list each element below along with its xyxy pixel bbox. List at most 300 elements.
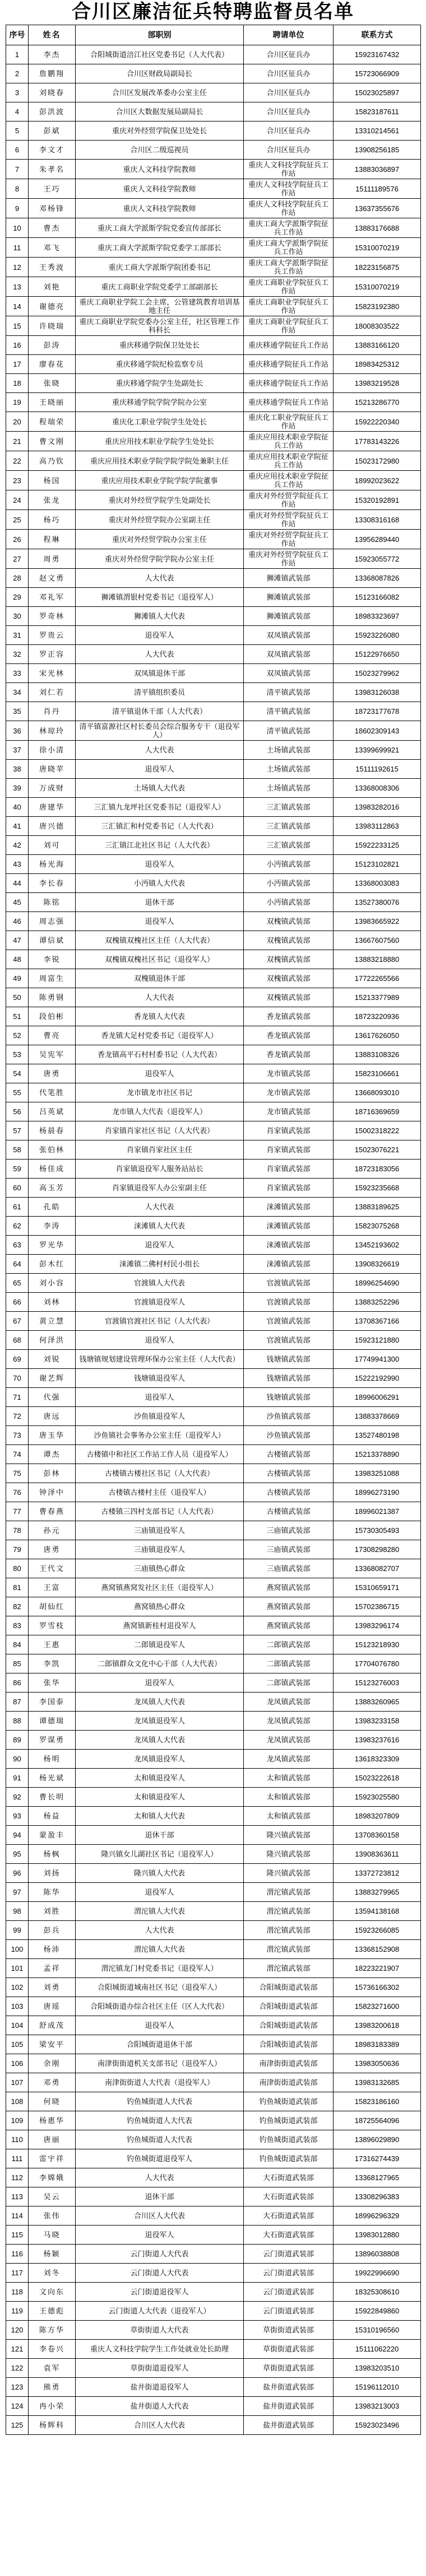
cell-no: 85: [6, 1654, 29, 1673]
cell-unit: 三汇镇武装部: [244, 836, 334, 855]
cell-no: 82: [6, 1597, 29, 1616]
cell-name: 张伯林: [29, 1140, 76, 1160]
cell-job: 清平镇富源社区村长委员会综合服务专干（退役军人）: [76, 721, 244, 741]
cell-job: 合阳城街道涪江社区党委书记（人大代表）: [76, 45, 244, 64]
cell-no: 93: [6, 1807, 29, 1826]
cell-unit: 重庆移通学院征兵工作站: [244, 355, 334, 374]
table-row: [6, 588, 421, 607]
cell-phone: 13368127965: [334, 2168, 421, 2187]
table-row: [6, 336, 421, 355]
cell-job: 重庆应用技术职业学院学生处处长: [76, 432, 244, 451]
cell-name: 文向东: [29, 2283, 76, 2302]
cell-name: 杨辉科: [29, 2416, 76, 2435]
cell-job: 狮滩镇人大代表: [76, 607, 244, 626]
cell-name: 程琳: [29, 530, 76, 549]
cell-no: 66: [6, 1293, 29, 1312]
table-row: [6, 83, 421, 102]
cell-job: 肖家镇肖家社区主任: [76, 1140, 244, 1160]
cell-no: 68: [6, 1331, 29, 1350]
cell-phone: 13983200618: [334, 2016, 421, 2035]
table-row: [6, 2111, 421, 2130]
cell-job: 重庆移通学院纪检监察专员: [76, 355, 244, 374]
cell-job: 重庆工商大学派斯学院党委宣传部部长: [76, 218, 244, 238]
cell-job: 龙凤镇人大代表: [76, 1693, 244, 1712]
cell-name: 周富生: [29, 969, 76, 988]
cell-phone: 15023076221: [334, 1140, 421, 1160]
cell-name: 杨沛: [29, 1940, 76, 1959]
table-row: [6, 2226, 421, 2245]
cell-no: 115: [6, 2226, 29, 2245]
cell-unit: 南津街街道武装部: [244, 2054, 334, 2073]
cell-unit: 二郎镇武装部: [244, 1635, 334, 1654]
cell-job: 人大代表: [76, 1198, 244, 1217]
cell-job: 双槐镇双槐社区书记（退役军人）: [76, 950, 244, 969]
cell-phone: 15823192380: [334, 297, 421, 316]
table-row: [6, 1483, 421, 1502]
cell-job: 三庙镇退役军人: [76, 1540, 244, 1559]
cell-no: 123: [6, 2378, 29, 2397]
cell-name: 曹文刚: [29, 432, 76, 451]
table-row: [6, 2130, 421, 2149]
cell-no: 108: [6, 2092, 29, 2111]
cell-job: 人大代表: [76, 741, 244, 760]
cell-phone: 15111192615: [334, 760, 421, 779]
table-row: [6, 1026, 421, 1045]
cell-name: 彭木红: [29, 1255, 76, 1274]
cell-name: 熊勇: [29, 2378, 76, 2397]
cell-unit: 古楼镇武装部: [244, 1445, 334, 1464]
cell-name: 杨颖: [29, 2245, 76, 2264]
cell-name: 张龙: [29, 490, 76, 510]
cell-job: 肖家镇退役军人服务站站长: [76, 1160, 244, 1179]
cell-no: 104: [6, 2016, 29, 2035]
cell-phone: 13372723812: [334, 1864, 421, 1883]
cell-phone: 19922996690: [334, 2264, 421, 2283]
cell-job: 官渡镇官渡社区书记（人大代表）: [76, 1312, 244, 1331]
cell-phone: 18325308610: [334, 2283, 421, 2302]
cell-unit: 香龙镇武装部: [244, 1007, 334, 1026]
cell-job: 官渡镇退役军人: [76, 1293, 244, 1312]
cell-unit: 草街街道武装部: [244, 2340, 334, 2359]
cell-name: 冉小荣: [29, 2397, 76, 2416]
cell-phone: 15730305493: [334, 1521, 421, 1540]
table-row: [6, 510, 421, 530]
cell-unit: 隆兴镇武装部: [244, 1826, 334, 1845]
cell-no: 58: [6, 1140, 29, 1160]
table-row: [6, 2321, 421, 2340]
cell-phone: 15823075268: [334, 1217, 421, 1236]
cell-job: 草街街道人大代表: [76, 2321, 244, 2340]
table-row: [6, 1502, 421, 1521]
cell-job: 肖家镇肖家社区书记（人大代表）: [76, 1121, 244, 1140]
cell-phone: 15923167432: [334, 45, 421, 64]
cell-unit: 三庙镇武装部: [244, 1540, 334, 1559]
cell-no: 18: [6, 374, 29, 393]
cell-unit: 盐井街道武装部: [244, 2397, 334, 2416]
table-row: [6, 2035, 421, 2054]
cell-job: 南津街街道人大代表（退役军人）: [76, 2073, 244, 2092]
cell-phone: 13594138168: [334, 1902, 421, 1921]
cell-job: 清平镇退休干部（人大代表）: [76, 702, 244, 721]
cell-no: 13: [6, 277, 29, 297]
cell-job: 云门街道退役军人: [76, 2283, 244, 2302]
cell-name: 雷宇祥: [29, 2149, 76, 2168]
cell-name: 彭林: [29, 1464, 76, 1483]
cell-unit: 钓鱼城街道武装部: [244, 2149, 334, 2168]
cell-unit: 沙鱼镇武装部: [244, 1407, 334, 1426]
cell-job: 重庆对外经贸学院学生处副处长: [76, 490, 244, 510]
cell-no: 86: [6, 1673, 29, 1693]
cell-unit: 重庆对外经贸学院征兵工作站: [244, 490, 334, 510]
cell-no: 36: [6, 721, 29, 741]
table-row: [6, 2206, 421, 2226]
cell-name: 曹亮: [29, 1026, 76, 1045]
cell-unit: 重庆工商大学派斯学院征兵工作站: [244, 238, 334, 258]
cell-unit: 燕窝镇武装部: [244, 1578, 334, 1597]
cell-phone: 18723183056: [334, 1160, 421, 1179]
cell-job: 龙凤镇人大代表: [76, 1731, 244, 1750]
table-row: [6, 2264, 421, 2283]
cell-name: 徐小清: [29, 741, 76, 760]
cell-unit: 云门街道武装部: [244, 2283, 334, 2302]
cell-no: 54: [6, 1064, 29, 1083]
table-row: [6, 702, 421, 721]
cell-phone: 13983203510: [334, 2359, 421, 2378]
cell-name: 邓飞: [29, 238, 76, 258]
cell-unit: 渭沱镇武装部: [244, 1940, 334, 1959]
cell-unit: 双凤镇武装部: [244, 626, 334, 645]
table-row: [6, 2168, 421, 2187]
cell-unit: 盐井街道武装部: [244, 2378, 334, 2397]
table-row: [6, 1731, 421, 1750]
cell-phone: 15310196560: [334, 2321, 421, 2340]
cell-name: 刘锐: [29, 1350, 76, 1369]
cell-name: 王德彪: [29, 2302, 76, 2321]
cell-phone: 15923025580: [334, 1788, 421, 1807]
table-row: [6, 893, 421, 912]
cell-job: 太和镇退役军人: [76, 1788, 244, 1807]
cell-phone: 15310070219: [334, 238, 421, 258]
cell-name: 曹杰: [29, 218, 76, 238]
cell-unit: 重庆工商职业学院征兵工作站: [244, 316, 334, 336]
cell-name: 廖春花: [29, 355, 76, 374]
cell-phone: 13908256185: [334, 141, 421, 160]
cell-name: 程瑞荣: [29, 412, 76, 432]
cell-no: 8: [6, 179, 29, 199]
table-row: [6, 160, 421, 179]
cell-no: 50: [6, 988, 29, 1007]
table-row: [6, 1826, 421, 1845]
cell-name: 邓杨锋: [29, 199, 76, 218]
cell-job: 渭沱镇龙门村党委书记（退役军人）: [76, 1959, 244, 1978]
header-row: [6, 25, 421, 45]
cell-name: 何泽洪: [29, 1331, 76, 1350]
cell-job: 退休干部: [76, 2187, 244, 2206]
table-row: [6, 1693, 421, 1712]
cell-job: 三汇镇汇和村党委书记（人大代表）: [76, 817, 244, 836]
cell-no: 75: [6, 1464, 29, 1483]
cell-phone: 15922849860: [334, 2302, 421, 2321]
cell-phone: 18723177678: [334, 702, 421, 721]
cell-phone: 15213286770: [334, 393, 421, 412]
cell-unit: 重庆人文科技学院征兵工作站: [244, 160, 334, 179]
cell-no: 47: [6, 931, 29, 950]
cell-unit: 重庆移通学院征兵工作站: [244, 374, 334, 393]
table-row: [6, 1807, 421, 1826]
cell-no: 67: [6, 1312, 29, 1331]
cell-phone: 13883166120: [334, 336, 421, 355]
cell-job: 退役军人: [76, 1331, 244, 1350]
cell-no: 24: [6, 490, 29, 510]
header-phone: 联系方式: [334, 25, 421, 45]
cell-job: 香龙镇大足村党委书记（退役军人）: [76, 1026, 244, 1045]
cell-job: 重庆人文科技学院教师: [76, 199, 244, 218]
cell-name: 彭兵: [29, 1921, 76, 1940]
cell-name: 刘小容: [29, 1274, 76, 1293]
table-row: [6, 1274, 421, 1293]
cell-unit: 双槐镇武装部: [244, 912, 334, 931]
cell-no: 23: [6, 471, 29, 490]
cell-phone: 15310659171: [334, 1578, 421, 1597]
cell-name: 段伯彬: [29, 1007, 76, 1026]
cell-job: 肖家镇退役军人办公室副主任: [76, 1179, 244, 1198]
cell-name: 梁安平: [29, 2035, 76, 2054]
table-row: [6, 141, 421, 160]
cell-phone: 18723220936: [334, 1007, 421, 1026]
table-row: [6, 683, 421, 702]
cell-job: 沙鱼镇退役军人: [76, 1407, 244, 1426]
table-row: [6, 393, 421, 412]
cell-job: 隆兴镇女儿湖社区书记（退役军人）: [76, 1845, 244, 1864]
cell-no: 122: [6, 2359, 29, 2378]
cell-unit: 重庆工商大学派斯学院征兵工作站: [244, 218, 334, 238]
cell-unit: 三庙镇武装部: [244, 1521, 334, 1540]
cell-name: 谢艺辉: [29, 1369, 76, 1388]
cell-phone: 15922220340: [334, 412, 421, 432]
cell-unit: 草街街道武装部: [244, 2321, 334, 2340]
cell-no: 101: [6, 1959, 29, 1978]
table-row: [6, 316, 421, 336]
cell-job: 涞滩镇二佛村村民小组长: [76, 1255, 244, 1274]
cell-no: 70: [6, 1369, 29, 1388]
cell-job: 合阳城街道办综合社区主任（区人大代表）: [76, 1997, 244, 2016]
cell-unit: 钓鱼城街道武装部: [244, 2111, 334, 2130]
table-row: [6, 2397, 421, 2416]
cell-phone: 13983050636: [334, 2054, 421, 2073]
cell-unit: 沙鱼镇武装部: [244, 1426, 334, 1445]
cell-unit: 重庆应用技术职业学院征兵工作站: [244, 451, 334, 471]
cell-phone: 15923121880: [334, 1331, 421, 1350]
table-row: [6, 1407, 421, 1426]
cell-no: 71: [6, 1388, 29, 1407]
cell-unit: 燕窝镇武装部: [244, 1616, 334, 1635]
table-row: [6, 1312, 421, 1331]
cell-unit: 钱塘镇武装部: [244, 1388, 334, 1407]
cell-unit: 钱塘镇武装部: [244, 1369, 334, 1388]
table-row: [6, 2073, 421, 2092]
table-row: [6, 721, 421, 741]
cell-name: 林琼玲: [29, 721, 76, 741]
cell-job: 沙鱼镇社会事务办公室主任（退役军人）: [76, 1426, 244, 1445]
cell-job: 燕窝镇燕窝发社区主任（退役军人）: [76, 1578, 244, 1597]
cell-no: 89: [6, 1731, 29, 1750]
cell-phone: 13637355676: [334, 199, 421, 218]
cell-unit: 大石街道武装部: [244, 2206, 334, 2226]
cell-job: 合川区人大代表: [76, 2416, 244, 2435]
cell-name: 高玉芳: [29, 1179, 76, 1198]
cell-no: 125: [6, 2416, 29, 2435]
cell-no: 76: [6, 1483, 29, 1502]
cell-no: 40: [6, 798, 29, 817]
cell-unit: 合川区征兵办: [244, 45, 334, 64]
cell-phone: 18996006291: [334, 1388, 421, 1407]
cell-no: 17: [6, 355, 29, 374]
cell-unit: 重庆应用技术职业学院征兵工作站: [244, 471, 334, 490]
table-row: [6, 199, 421, 218]
cell-name: 李锐: [29, 950, 76, 969]
table-row: [6, 1559, 421, 1578]
cell-no: 45: [6, 893, 29, 912]
cell-unit: 大石街道武装部: [244, 2226, 334, 2245]
cell-name: 孔皓: [29, 1198, 76, 1217]
cell-phone: 15702386715: [334, 1597, 421, 1616]
cell-no: 60: [6, 1179, 29, 1198]
cell-no: 80: [6, 1559, 29, 1578]
cell-phone: 15196112010: [334, 2378, 421, 2397]
table-row: [6, 1597, 421, 1616]
cell-unit: 燕窝镇武装部: [244, 1597, 334, 1616]
table-row: [6, 218, 421, 238]
cell-no: 81: [6, 1578, 29, 1597]
cell-job: 重庆化工职业学院学生处处长: [76, 412, 244, 432]
cell-no: 72: [6, 1407, 29, 1426]
cell-no: 100: [6, 1940, 29, 1959]
cell-unit: 官渡镇武装部: [244, 1274, 334, 1293]
cell-phone: 15923226080: [334, 626, 421, 645]
cell-name: 谢德亮: [29, 297, 76, 316]
table-header: [6, 25, 421, 45]
cell-unit: 龙凤镇武装部: [244, 1750, 334, 1769]
header-job: 部职别: [76, 25, 244, 45]
table-row: [6, 950, 421, 969]
cell-phone: 15310070219: [334, 277, 421, 297]
cell-no: 48: [6, 950, 29, 969]
cell-job: 钓鱼城街道人大代表: [76, 2130, 244, 2149]
cell-job: 燕窝镇新桂村退役军人: [76, 1616, 244, 1635]
cell-name: 马晓: [29, 2226, 76, 2245]
header-name: 姓名: [29, 25, 76, 45]
cell-unit: 重庆工商职业学院征兵工作站: [244, 277, 334, 297]
cell-no: 97: [6, 1883, 29, 1902]
cell-phone: 13983233158: [334, 1712, 421, 1731]
cell-job: 退役军人: [76, 855, 244, 874]
cell-no: 21: [6, 432, 29, 451]
cell-job: 龙凤镇退役军人: [76, 1750, 244, 1769]
cell-phone: 13452193602: [334, 1236, 421, 1255]
cell-name: 唐玉华: [29, 1426, 76, 1445]
cell-unit: 重庆人文科技学院征兵工作站: [244, 199, 334, 218]
cell-phone: 13883260965: [334, 1693, 421, 1712]
table-row: [6, 1331, 421, 1350]
cell-phone: 15922233125: [334, 836, 421, 855]
cell-job: 香龙镇人大代表: [76, 1007, 244, 1026]
cell-phone: 15923235668: [334, 1179, 421, 1198]
cell-job: 重庆工商职业学院党委学工部副部长: [76, 277, 244, 297]
cell-name: 代笔胜: [29, 1083, 76, 1102]
cell-no: 29: [6, 588, 29, 607]
cell-job: 云门街道人大代表: [76, 2245, 244, 2264]
cell-no: 33: [6, 664, 29, 683]
cell-phone: 13883378669: [334, 1407, 421, 1426]
cell-job: 三庙镇退役军人: [76, 1521, 244, 1540]
cell-unit: 合阳城街道武装部: [244, 1997, 334, 2016]
cell-job: 二郎镇群众文化中心干部（人大代表）: [76, 1654, 244, 1673]
cell-phone: 13308296383: [334, 2187, 421, 2206]
cell-phone: 13983296174: [334, 1616, 421, 1635]
cell-no: 26: [6, 530, 29, 549]
table-row: [6, 1997, 421, 2016]
cell-no: 42: [6, 836, 29, 855]
cell-no: 9: [6, 199, 29, 218]
cell-phone: 15213377989: [334, 988, 421, 1007]
cell-name: 万成财: [29, 779, 76, 798]
cell-job: 涞滩镇人大代表: [76, 1217, 244, 1236]
table-row: [6, 1350, 421, 1369]
cell-unit: 重庆移通学院征兵工作站: [244, 393, 334, 412]
header-unit: 聘请单位: [244, 25, 334, 45]
cell-unit: 南津街街道武装部: [244, 2073, 334, 2092]
cell-job: 小沔镇人大代表: [76, 874, 244, 893]
cell-no: 88: [6, 1712, 29, 1731]
cell-name: 刘可: [29, 836, 76, 855]
cell-unit: 重庆工商大学派斯学院征兵工作站: [244, 258, 334, 277]
cell-unit: 钓鱼城街道武装部: [244, 2130, 334, 2149]
cell-phone: 17316274439: [334, 2149, 421, 2168]
cell-name: 杨益: [29, 1807, 76, 1826]
table-row: [6, 817, 421, 836]
cell-name: 吕英斌: [29, 1102, 76, 1121]
cell-phone: 15723066909: [334, 64, 421, 83]
cell-no: 32: [6, 645, 29, 664]
cell-name: 张伟: [29, 2206, 76, 2226]
cell-unit: 渭沱镇武装部: [244, 1921, 334, 1940]
cell-no: 34: [6, 683, 29, 702]
cell-unit: 合阳城街道武装部: [244, 2035, 334, 2054]
table-row: [6, 874, 421, 893]
cell-unit: 土场镇武装部: [244, 760, 334, 779]
table-row: [6, 2149, 421, 2168]
cell-name: 彭涛: [29, 336, 76, 355]
cell-phone: 15222192990: [334, 1369, 421, 1388]
cell-name: 刘勇: [29, 1978, 76, 1997]
cell-job: 人大代表: [76, 2168, 244, 2187]
cell-unit: 肖家镇武装部: [244, 1121, 334, 1140]
table-row: [6, 2016, 421, 2035]
cell-name: 赵文勇: [29, 569, 76, 588]
cell-unit: 涞滩镇武装部: [244, 1198, 334, 1217]
cell-job: 渭沱镇人大代表: [76, 1902, 244, 1921]
cell-phone: 13368087826: [334, 569, 421, 588]
cell-no: 87: [6, 1693, 29, 1712]
cell-no: 92: [6, 1788, 29, 1807]
cell-job: 退役军人: [76, 912, 244, 931]
cell-phone: 15823271600: [334, 1997, 421, 2016]
cell-unit: 龙凤镇武装部: [244, 1731, 334, 1750]
cell-phone: 13983251088: [334, 1464, 421, 1483]
cell-name: 詹鹏翔: [29, 64, 76, 83]
cell-phone: 18602309143: [334, 721, 421, 741]
cell-job: 太和镇退役军人: [76, 1769, 244, 1788]
